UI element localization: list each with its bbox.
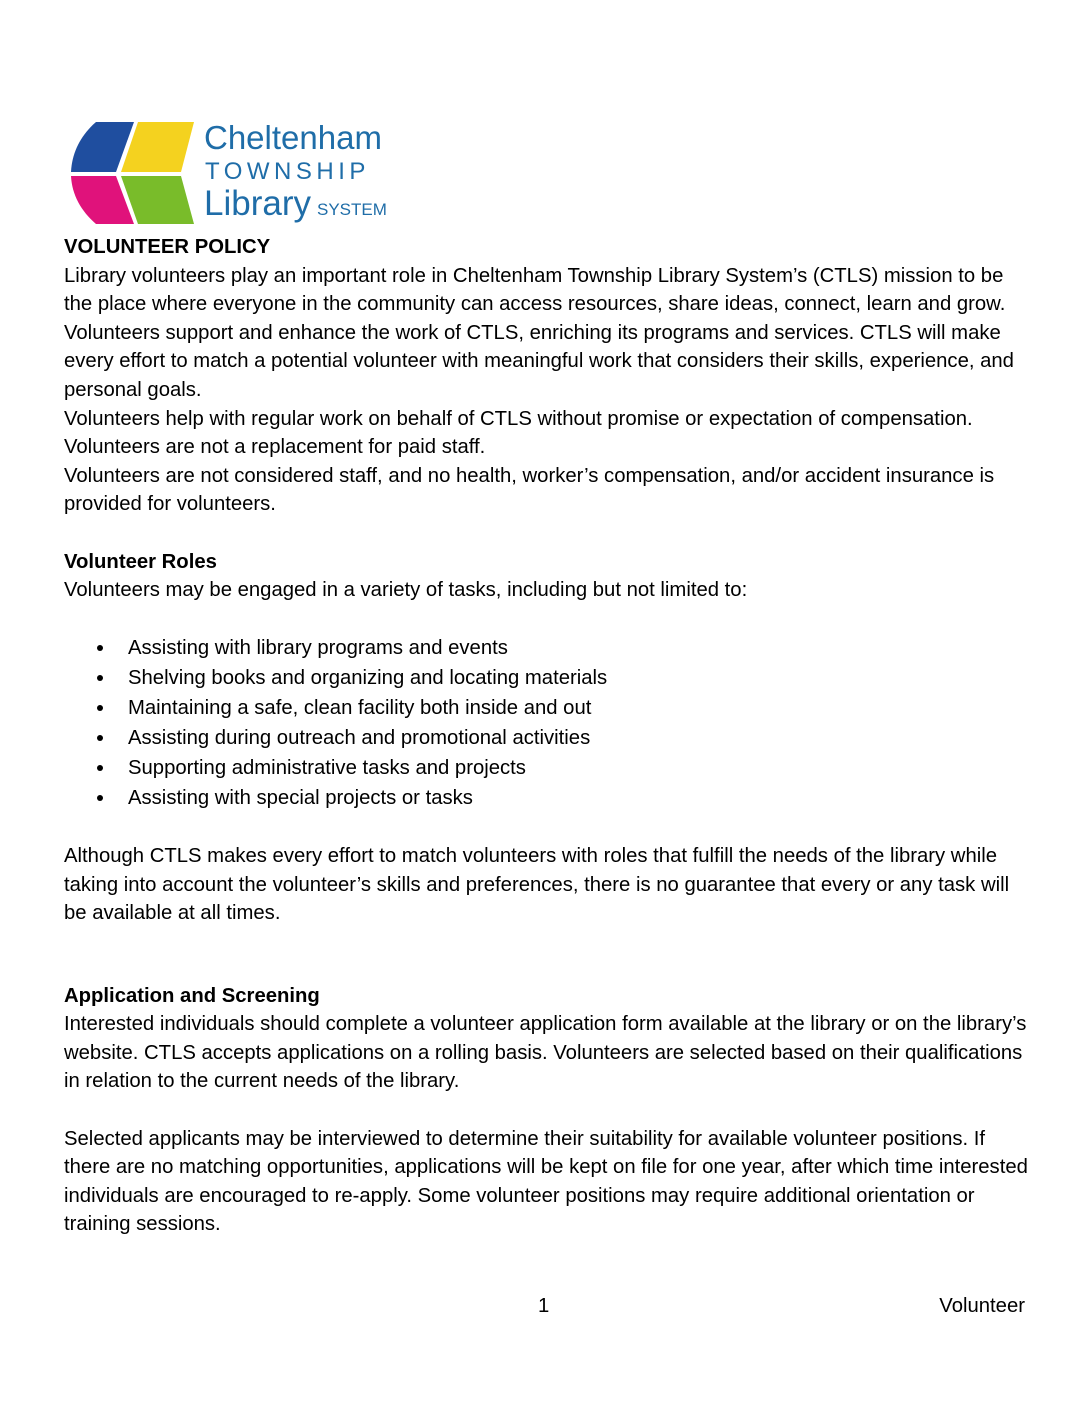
- logo-line3: Library: [204, 184, 311, 223]
- list-item: Shelving books and organizing and locating materials: [64, 663, 1032, 693]
- bullet-icon: [97, 675, 103, 681]
- application-paragraph-1: Interested individuals should complete a volunteer application form available at the library or on the library’s website. CTLS accepts applications on a rolling basis. Volunteers are selected based on their qualifications in relation to the current needs of the library.: [64, 1013, 1027, 1093]
- document-title: VOLUNTEER POLICY: [64, 236, 271, 258]
- list-item: Assisting with special projects or tasks: [64, 783, 1032, 813]
- library-logo: [66, 117, 406, 229]
- list-item: Supporting administrative tasks and projects: [64, 753, 1032, 783]
- list-item: Assisting with library programs and events: [64, 633, 1032, 663]
- logo-mark-icon: [66, 117, 406, 229]
- roles-heading: Volunteer Roles: [64, 550, 217, 573]
- roles-list: [64, 633, 1032, 813]
- bullet-icon: [97, 765, 103, 771]
- list-item: Assisting during outreach and promotional activities: [64, 723, 1032, 753]
- footer-label: Volunteer: [939, 1295, 1025, 1317]
- bullet-icon: [97, 735, 103, 741]
- roles-note: Although CTLS makes every effort to match volunteers with roles that fulfill the needs of the library while taking into account the volunteer’s skills and preferences, there is no guarantee that every or any task will be available at all times.: [64, 844, 1010, 925]
- application-heading: Application and Screening: [64, 984, 320, 1007]
- list-item: Maintaining a safe, clean facility both inside and out: [64, 693, 1032, 723]
- bullet-icon: [97, 795, 103, 801]
- document-body: [64, 233, 1032, 1239]
- bullet-icon: [97, 705, 103, 711]
- logo-line2: TOWNSHIP: [205, 158, 370, 185]
- intro-paragraph-3: Volunteers are not considered staff, and no health, worker’s compensation, and/or accident insurance is provided for volunteers.: [64, 464, 995, 516]
- logo-line4: SYSTEM: [317, 200, 387, 219]
- logo-line1: Cheltenham: [204, 119, 382, 156]
- intro-paragraph-1: Library volunteers play an important role in Cheltenham Township Library System’s (CTLS) mission to be the place where everyone in the community can access resources, share ideas, connect, learn and grow. Volunteers support and enhance the work of CTLS, enriching its programs and services. CTLS will make every effort to match a potential volunteer with meaningful work that considers their skills, experience, and personal goals.: [64, 264, 1014, 401]
- application-paragraph-2: Selected applicants may be interviewed to determine their suitability for available volunteer positions. If there are no matching opportunities, applications will be kept on file for one year, after which time interested individuals are encouraged to re-apply. Some volunteer positions may require additional orientation or training sessions.: [64, 1127, 1028, 1236]
- intro-paragraph-2: Volunteers help with regular work on behalf of CTLS without promise or expectation of compensation. Volunteers are not a replacement for paid staff.: [64, 407, 973, 459]
- page-number: 1: [538, 1295, 550, 1317]
- bullet-icon: [97, 645, 103, 651]
- roles-lead: Volunteers may be engaged in a variety of tasks, including but not limited to:: [64, 579, 748, 602]
